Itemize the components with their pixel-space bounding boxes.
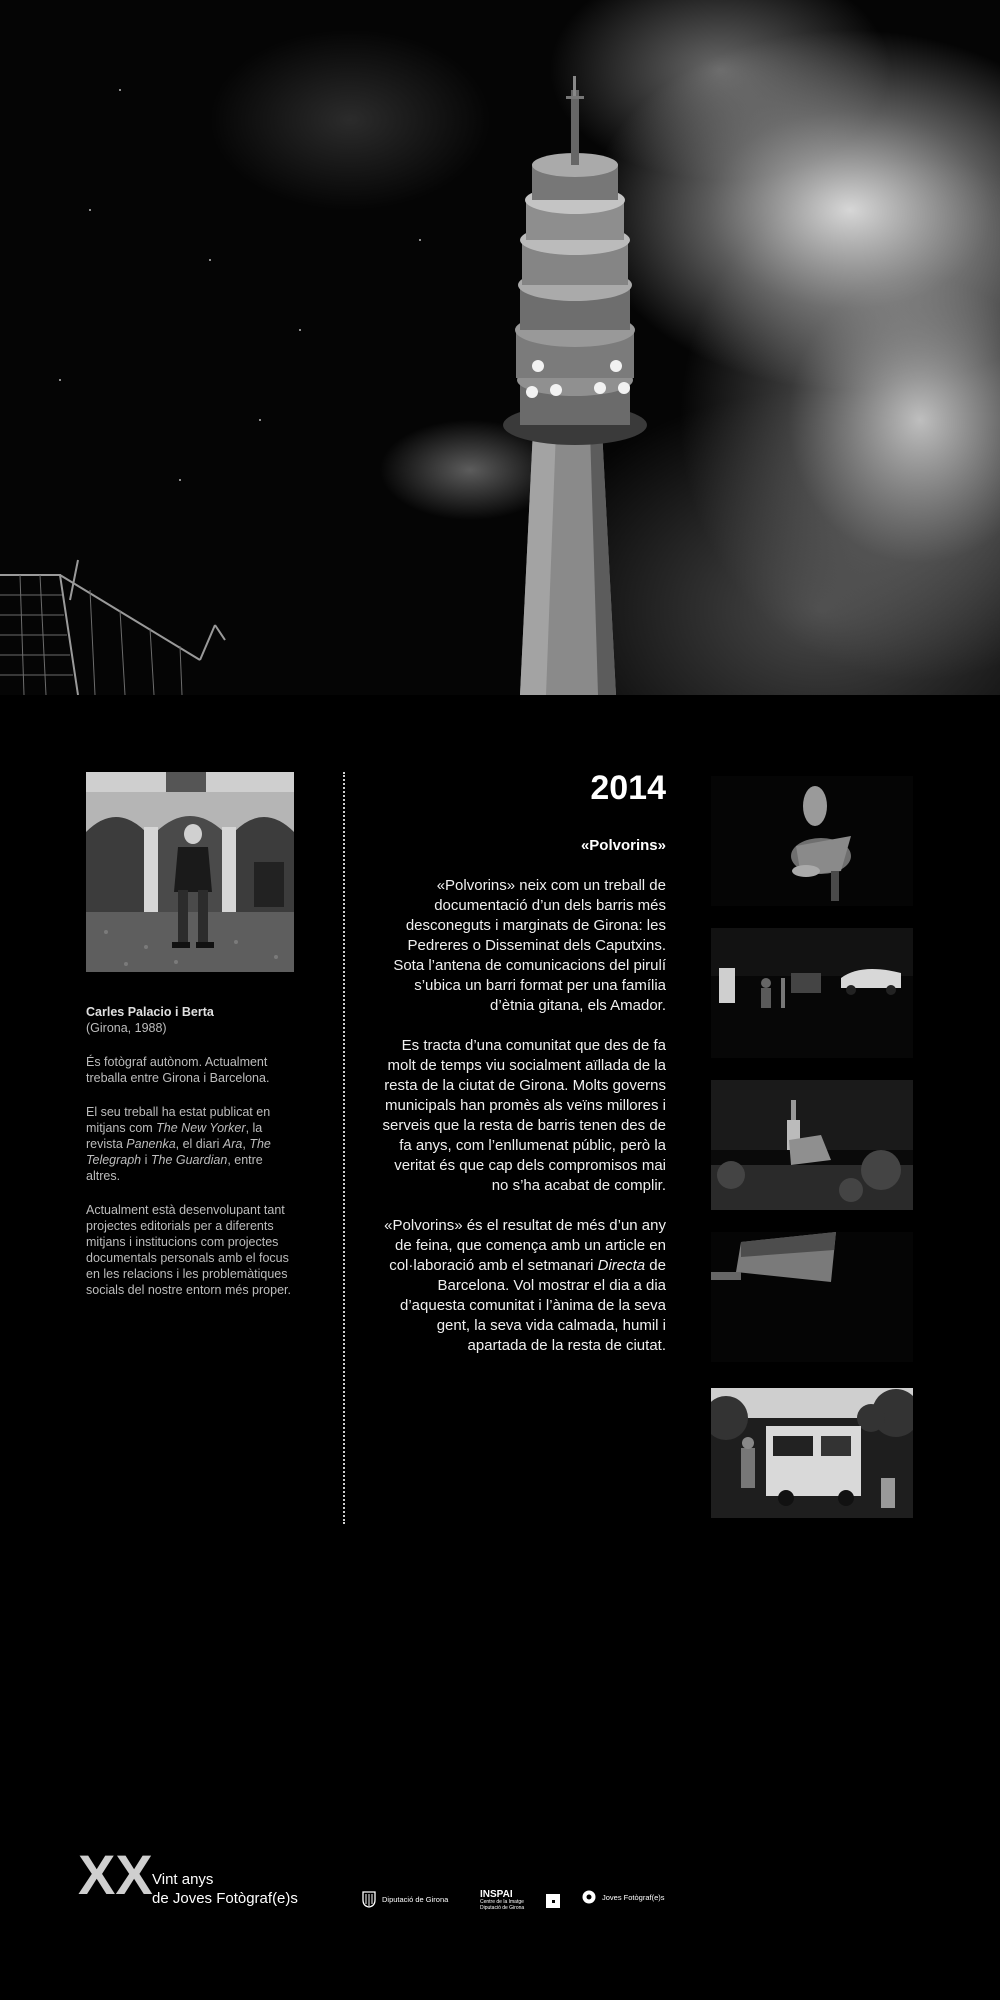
thumbnail-5 xyxy=(711,1388,913,1518)
thumbnail-4 xyxy=(711,1232,913,1362)
project-year: 2014 xyxy=(590,769,666,807)
xx-logo-text: XX xyxy=(78,1843,153,1900)
project-paragraph-2: Es tracta d’una comunitat que des de fa molt de temps viu socialment aïllada de la resta de la ciutat de Girona. Molts governs municipals han promès als veïns millores i serveis que la resta de barris tenen des de fa anys, com l’enllumenat públic, però la veritat és que cap dels compromisos mai no s’ha acabat de complir. xyxy=(382,1037,666,1194)
hero-photo xyxy=(0,0,1000,695)
author-bio-1: És fotògraf autònom. Actualment treballa entre Girona i Barcelona. xyxy=(86,1055,270,1085)
author-name: Carles Palacio i Berta xyxy=(86,1005,214,1019)
sponsor-diputacio xyxy=(362,1890,448,1908)
square-icon xyxy=(546,1894,560,1908)
thumbnail-3 xyxy=(711,1080,913,1210)
inspai-badge: INSPAI xyxy=(480,1889,513,1900)
inspai-label: Centre de la Imatge Diputació de Girona xyxy=(480,1899,525,1911)
circle-icon xyxy=(582,1890,596,1904)
author-portrait xyxy=(86,772,294,972)
author-info xyxy=(86,1004,296,1298)
dotted-divider xyxy=(343,772,345,1524)
coat-of-arms-icon xyxy=(362,1890,376,1908)
sponsor-inspai xyxy=(480,1890,560,1911)
sponsor-joves xyxy=(582,1890,665,1904)
author-bio-3: Actualment està desenvolupant tant projectes editorials per a diferents mitjans i institucions com projectes documentals personals amb el focus en les relacions i les problemàtiques socials del nostre entorn més proper. xyxy=(86,1203,291,1297)
sponsor-label: Joves Fotògraf(e)s xyxy=(602,1892,665,1902)
author-bio-2: El seu treball ha estat publicat en mitjans com The New Yorker, la revista Panenka, el diari Ara, The Telegraph i The Guardian, entre altres. xyxy=(86,1105,271,1183)
project-paragraph-1: «Polvorins» neix com un treball de documentació d’un dels barris més desconeguts i marginats de Girona: les Pedreres o Disseminat dels Caputxins. Sota l’antena de comunicacions del pirulí s’ubica un barri format per una família d’ètnia gitana, els Amador. xyxy=(393,877,666,1014)
project-paragraph-3: «Polvorins» és el resultat de més d’un any de feina, que comença amb un article en col·laboració amb el setmanari Directa de Barcelona. Vol mostrar el dia a dia d’aquesta comunitat i l’ànima de la seva gent, la seva vida calmada, humil i apartada de la resta de ciutat. xyxy=(384,1217,666,1354)
footer-tagline xyxy=(152,1870,298,1908)
thumbnail-1 xyxy=(711,776,913,906)
thumbnail-2 xyxy=(711,928,913,1058)
tower-scene xyxy=(0,0,1000,695)
tagline-line-1: Vint anys xyxy=(152,1871,214,1888)
project-title: «Polvorins» xyxy=(580,837,666,854)
author-origin: (Girona, 1988) xyxy=(86,1021,167,1035)
tagline-line-2: de Joves Fotògraf(e)s xyxy=(152,1890,298,1907)
project-text xyxy=(380,768,666,1356)
sponsor-label: Diputació de Girona xyxy=(382,1894,449,1904)
xx-logo xyxy=(78,1842,158,1900)
